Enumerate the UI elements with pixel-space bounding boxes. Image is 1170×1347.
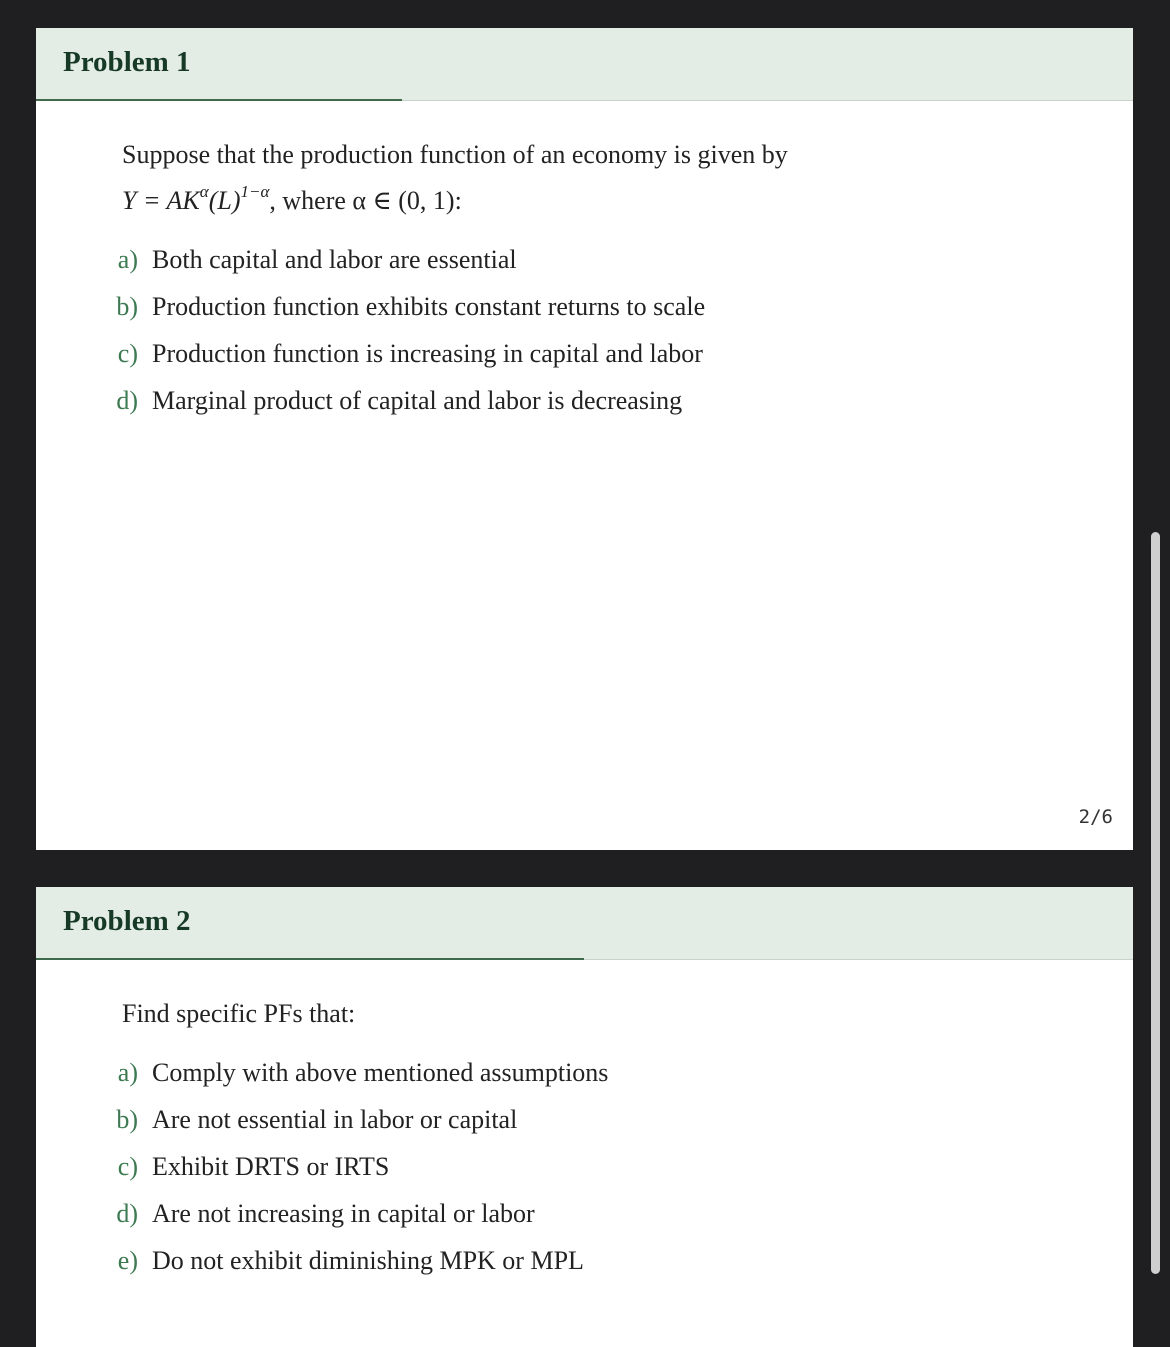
item-text: Comply with above mentioned assumptions (152, 1058, 609, 1087)
formula-exponent: 1−α (240, 182, 270, 201)
slide-problem-1 (36, 28, 1133, 850)
intro-paragraph (122, 136, 1093, 219)
list-item (116, 386, 1093, 433)
formula-lhs: Y = AK (122, 186, 200, 215)
formula-exponent-alpha: α (199, 182, 209, 201)
item-text: Both capital and labor are essential (152, 245, 517, 274)
item-text: Production function exhibits constant returns to scale (152, 292, 706, 321)
slide-title: Problem 2 (63, 905, 191, 937)
slide-header (36, 28, 1133, 101)
slide-title: Problem 1 (63, 46, 191, 78)
item-marker: a) (117, 1058, 138, 1087)
item-text: Production function is increasing in capital and labor (152, 339, 703, 368)
slide-body (116, 136, 1093, 449)
page-number: 2/6 (1078, 806, 1113, 828)
list-item (117, 1058, 1093, 1105)
item-list (116, 245, 1093, 433)
item-text: Do not exhibit diminishing MPK or MPL (152, 1246, 584, 1275)
list-item (117, 245, 1093, 292)
header-accent-bar (36, 99, 402, 101)
item-text: Are not essential in labor or capital (152, 1105, 518, 1134)
item-text: Exhibit DRTS or IRTS (152, 1152, 390, 1181)
formula-rest: , where α ∈ (0, 1): (269, 186, 462, 215)
slide-problem-2 (36, 887, 1133, 1347)
header-accent-bar (36, 958, 584, 960)
item-list (116, 1058, 1093, 1293)
intro-paragraph: Find specific PFs that: (122, 999, 356, 1028)
list-item (117, 339, 1093, 386)
list-item (116, 1105, 1093, 1152)
item-marker: d) (116, 386, 138, 415)
formula-mid: (L) (208, 186, 241, 215)
scrollbar-thumb[interactable] (1151, 532, 1160, 1274)
list-item (116, 1199, 1093, 1246)
item-marker: b) (116, 1105, 138, 1134)
item-marker: c) (117, 1152, 138, 1181)
item-marker: c) (117, 339, 138, 368)
list-item (116, 292, 1093, 339)
item-marker: e) (117, 1246, 138, 1275)
item-text: Are not increasing in capital or labor (152, 1199, 535, 1228)
list-item (117, 1152, 1093, 1199)
item-text: Marginal product of capital and labor is decreasing (152, 386, 683, 415)
slide-body (116, 995, 1093, 1309)
item-marker: d) (116, 1199, 138, 1228)
item-marker: b) (116, 292, 138, 321)
item-marker: a) (117, 245, 138, 274)
slide-header (36, 887, 1133, 960)
intro-line: Suppose that the production function of an economy is given by (122, 140, 788, 169)
list-item (117, 1246, 1093, 1293)
